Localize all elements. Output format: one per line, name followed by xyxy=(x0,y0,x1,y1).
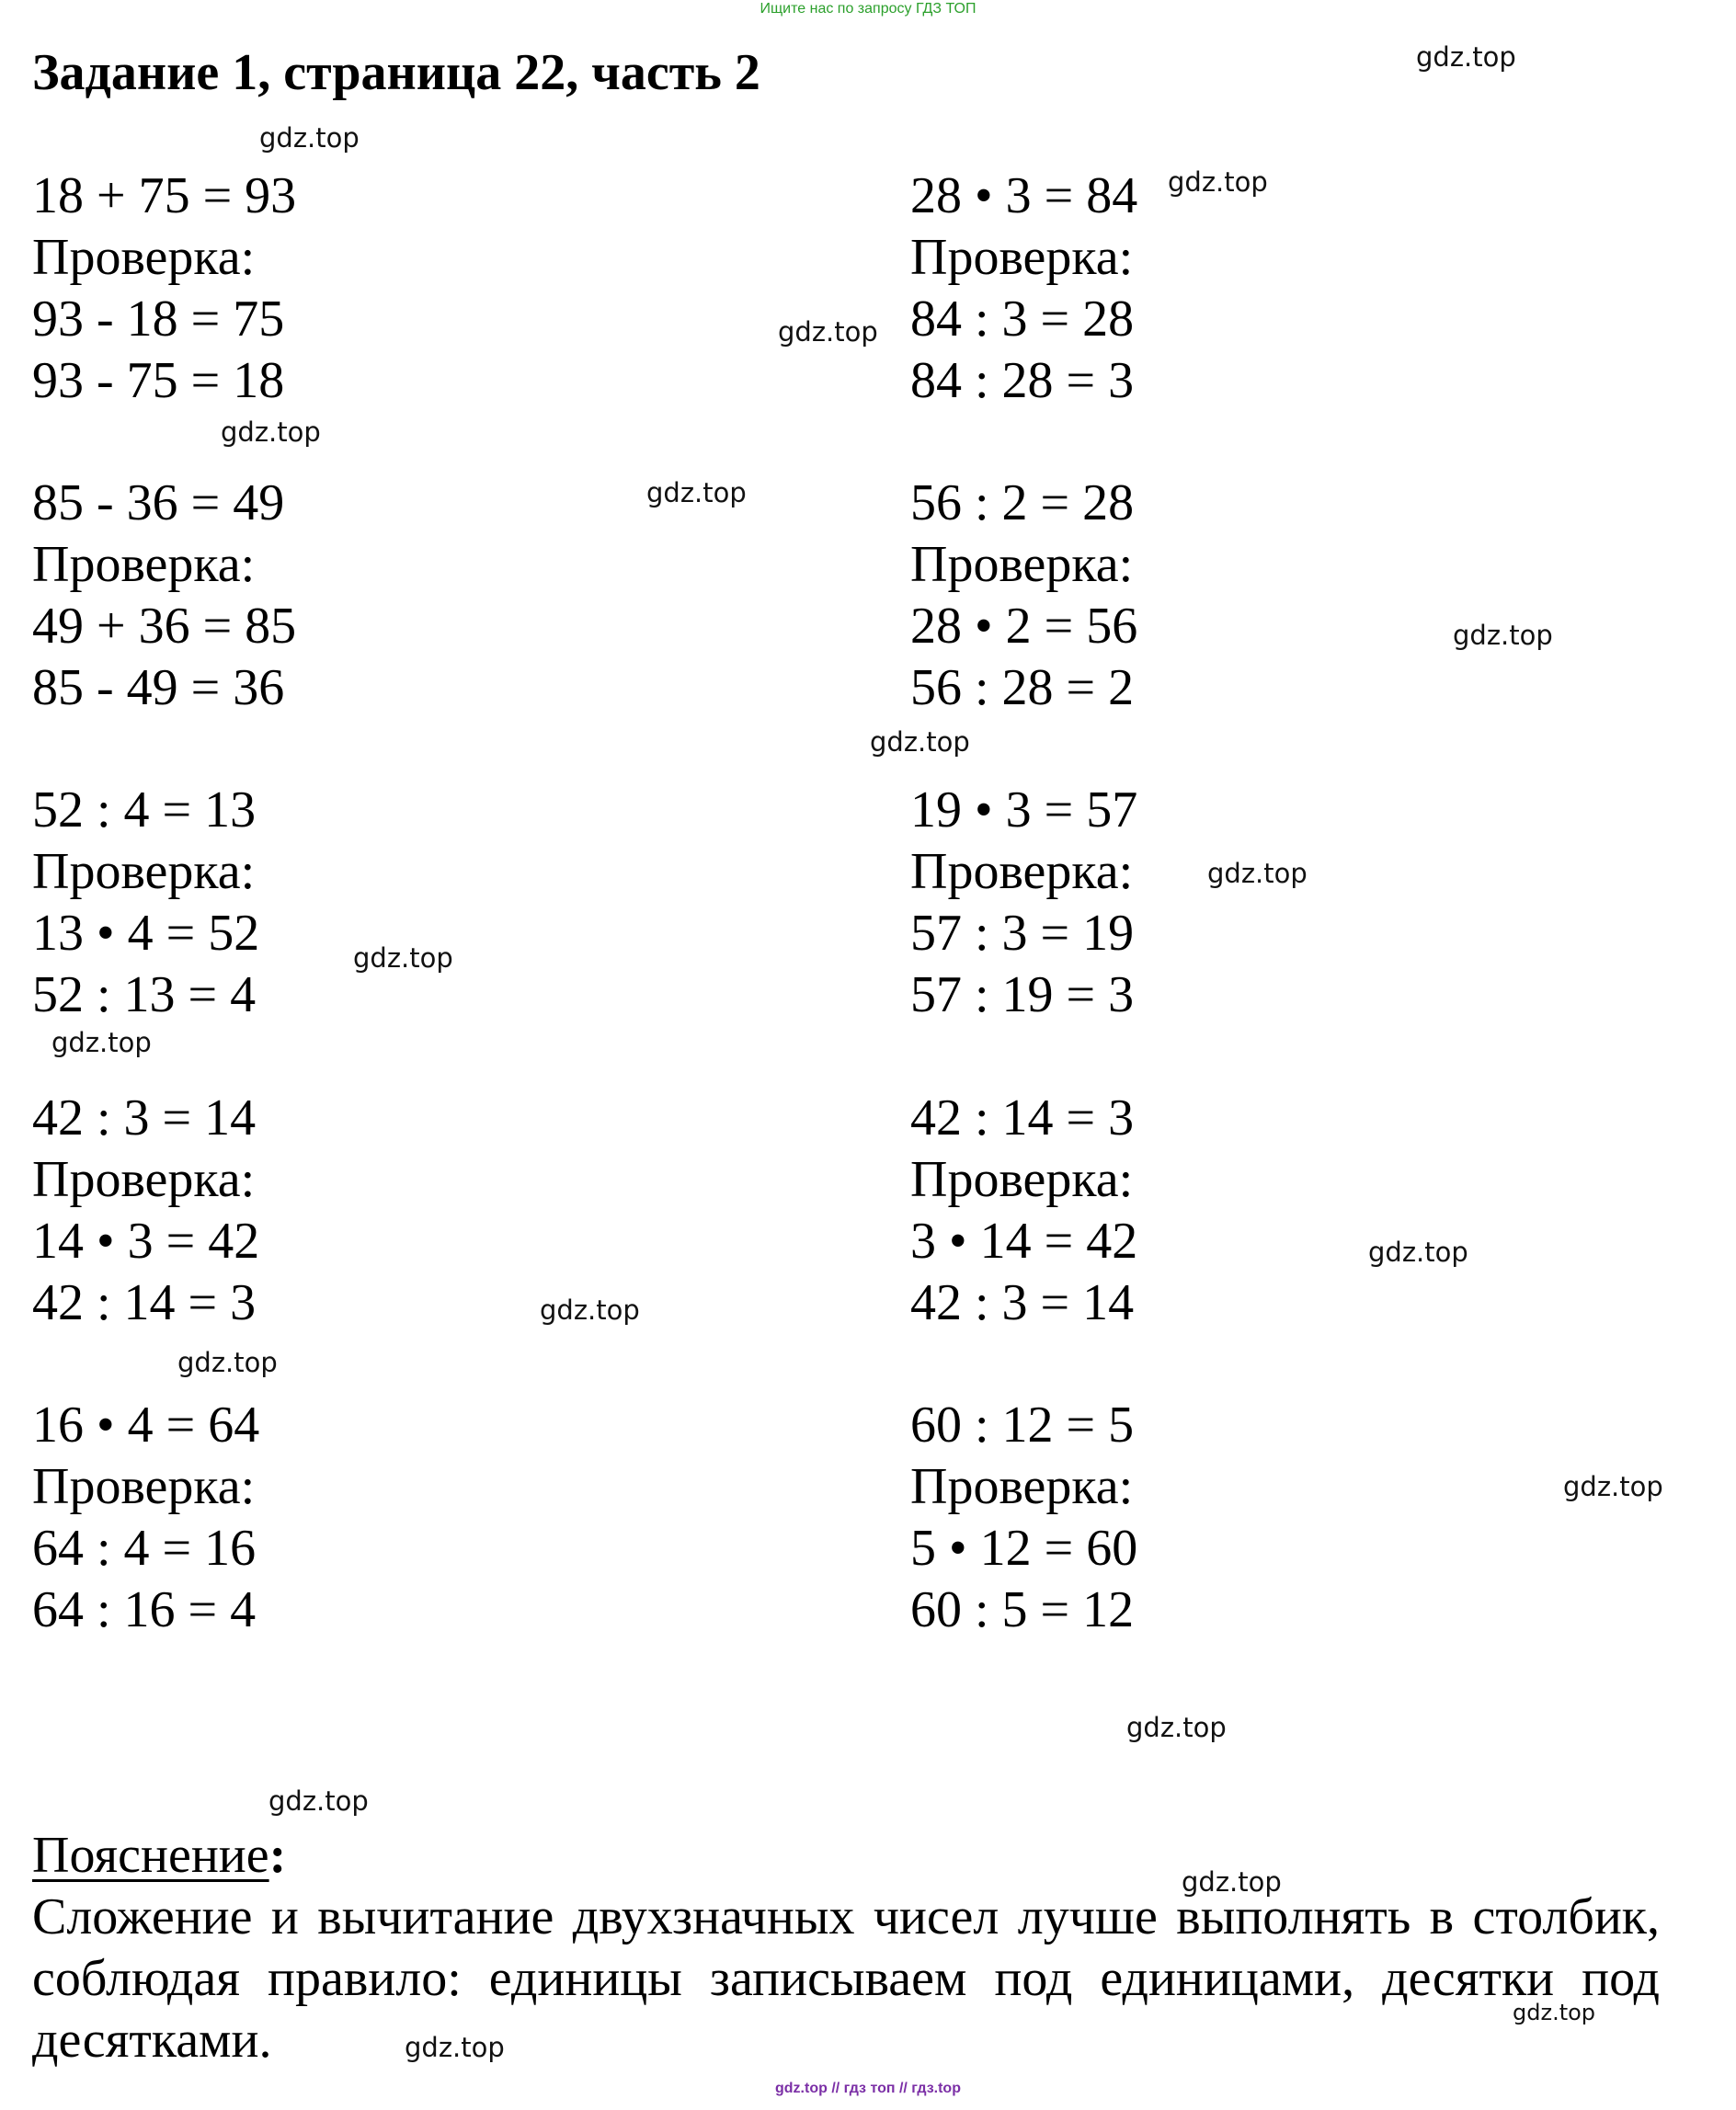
check-label: Проверка: xyxy=(910,229,1134,286)
watermark: gdz.top xyxy=(51,1027,152,1058)
check-line: 52 : 13 = 4 xyxy=(32,966,257,1023)
page-title: Задание 1, страница 22, часть 2 xyxy=(32,44,760,101)
check-line: 60 : 5 = 12 xyxy=(910,1581,1135,1638)
example-block-4 xyxy=(910,473,1137,719)
check-label: Проверка: xyxy=(32,229,256,286)
example-block-3 xyxy=(32,473,296,719)
equation: 18 + 75 = 93 xyxy=(32,167,297,224)
watermark: gdz.top xyxy=(221,416,321,448)
equation: 60 : 12 = 5 xyxy=(910,1397,1135,1454)
check-line: 84 : 28 = 3 xyxy=(910,352,1135,409)
top-banner: Ищите нас по запросу ГДЗ ТОП xyxy=(760,1,976,17)
check-line: 14 • 3 = 42 xyxy=(32,1213,260,1270)
explanation-section xyxy=(32,1825,1660,2071)
equation: 19 • 3 = 57 xyxy=(910,781,1138,838)
equation: 42 : 3 = 14 xyxy=(32,1089,257,1146)
check-line: 3 • 14 = 42 xyxy=(910,1213,1138,1270)
watermark: gdz.top xyxy=(1563,1471,1663,1502)
check-label: Проверка: xyxy=(910,1151,1134,1208)
check-line: 57 : 3 = 19 xyxy=(910,905,1135,962)
footer: gdz.top // гдз топ // гдз.top xyxy=(775,2081,961,2096)
watermark: gdz.top xyxy=(1368,1237,1468,1268)
explanation-heading xyxy=(32,1825,1660,1887)
check-line: 93 - 75 = 18 xyxy=(32,352,285,409)
watermark: gdz.top xyxy=(870,726,970,758)
example-block-7 xyxy=(32,1088,259,1334)
check-line: 64 : 16 = 4 xyxy=(32,1581,257,1638)
check-line: 84 : 3 = 28 xyxy=(910,291,1135,348)
watermark: gdz.top xyxy=(646,477,747,508)
check-label: Проверка: xyxy=(32,1458,256,1515)
watermark: gdz.top xyxy=(259,122,360,154)
check-line: 13 • 4 = 52 xyxy=(32,905,260,962)
check-label: Проверка: xyxy=(910,1458,1134,1515)
watermark: gdz.top xyxy=(1168,166,1268,198)
check-line: 93 - 18 = 75 xyxy=(32,291,285,348)
watermark: gdz.top xyxy=(1182,1866,1282,1898)
check-line: 56 : 28 = 2 xyxy=(910,659,1135,716)
example-block-1 xyxy=(32,165,296,412)
example-block-6 xyxy=(910,780,1137,1026)
check-line: 42 : 14 = 3 xyxy=(32,1274,257,1331)
check-line: 64 : 4 = 16 xyxy=(32,1520,257,1577)
watermark: gdz.top xyxy=(1513,2000,1596,2025)
watermark: gdz.top xyxy=(1207,858,1308,889)
equation: 56 : 2 = 28 xyxy=(910,474,1135,531)
check-label: Проверка: xyxy=(910,536,1134,593)
check-label: Проверка: xyxy=(32,1151,256,1208)
example-block-10 xyxy=(910,1395,1137,1641)
check-label: Проверка: xyxy=(32,843,256,900)
watermark: gdz.top xyxy=(1416,41,1516,73)
watermark: gdz.top xyxy=(353,942,453,974)
check-label: Проверка: xyxy=(910,843,1134,900)
example-block-9 xyxy=(32,1395,259,1641)
watermark: gdz.top xyxy=(405,2032,505,2063)
check-line: 42 : 3 = 14 xyxy=(910,1274,1135,1331)
example-block-8 xyxy=(910,1088,1137,1334)
check-line: 28 • 2 = 56 xyxy=(910,598,1138,655)
explanation-heading-colon: : xyxy=(268,1827,287,1884)
check-line: 5 • 12 = 60 xyxy=(910,1520,1138,1577)
equation: 28 • 3 = 84 xyxy=(910,167,1138,224)
explanation-text: Сложение и вычитание двухзначных чисел лучше выполнять в столбик, соблюдая правило: единицы записываем под единицами, десятки под десятками. xyxy=(32,1888,1660,2069)
check-label: Проверка: xyxy=(32,536,256,593)
check-line: 85 - 49 = 36 xyxy=(32,659,285,716)
example-block-5 xyxy=(32,780,259,1026)
equation: 16 • 4 = 64 xyxy=(32,1397,260,1454)
watermark: gdz.top xyxy=(268,1785,369,1817)
explanation-heading-word: Пояснение xyxy=(32,1827,269,1884)
watermark: gdz.top xyxy=(1126,1712,1227,1743)
watermark: gdz.top xyxy=(540,1295,640,1326)
watermark: gdz.top xyxy=(778,316,878,348)
check-line: 57 : 19 = 3 xyxy=(910,966,1135,1023)
equation: 42 : 14 = 3 xyxy=(910,1089,1135,1146)
watermark: gdz.top xyxy=(1453,620,1553,651)
check-line: 49 + 36 = 85 xyxy=(32,598,297,655)
equation: 52 : 4 = 13 xyxy=(32,781,257,838)
equation: 85 - 36 = 49 xyxy=(32,474,285,531)
watermark: gdz.top xyxy=(177,1347,278,1378)
example-block-2 xyxy=(910,165,1137,412)
